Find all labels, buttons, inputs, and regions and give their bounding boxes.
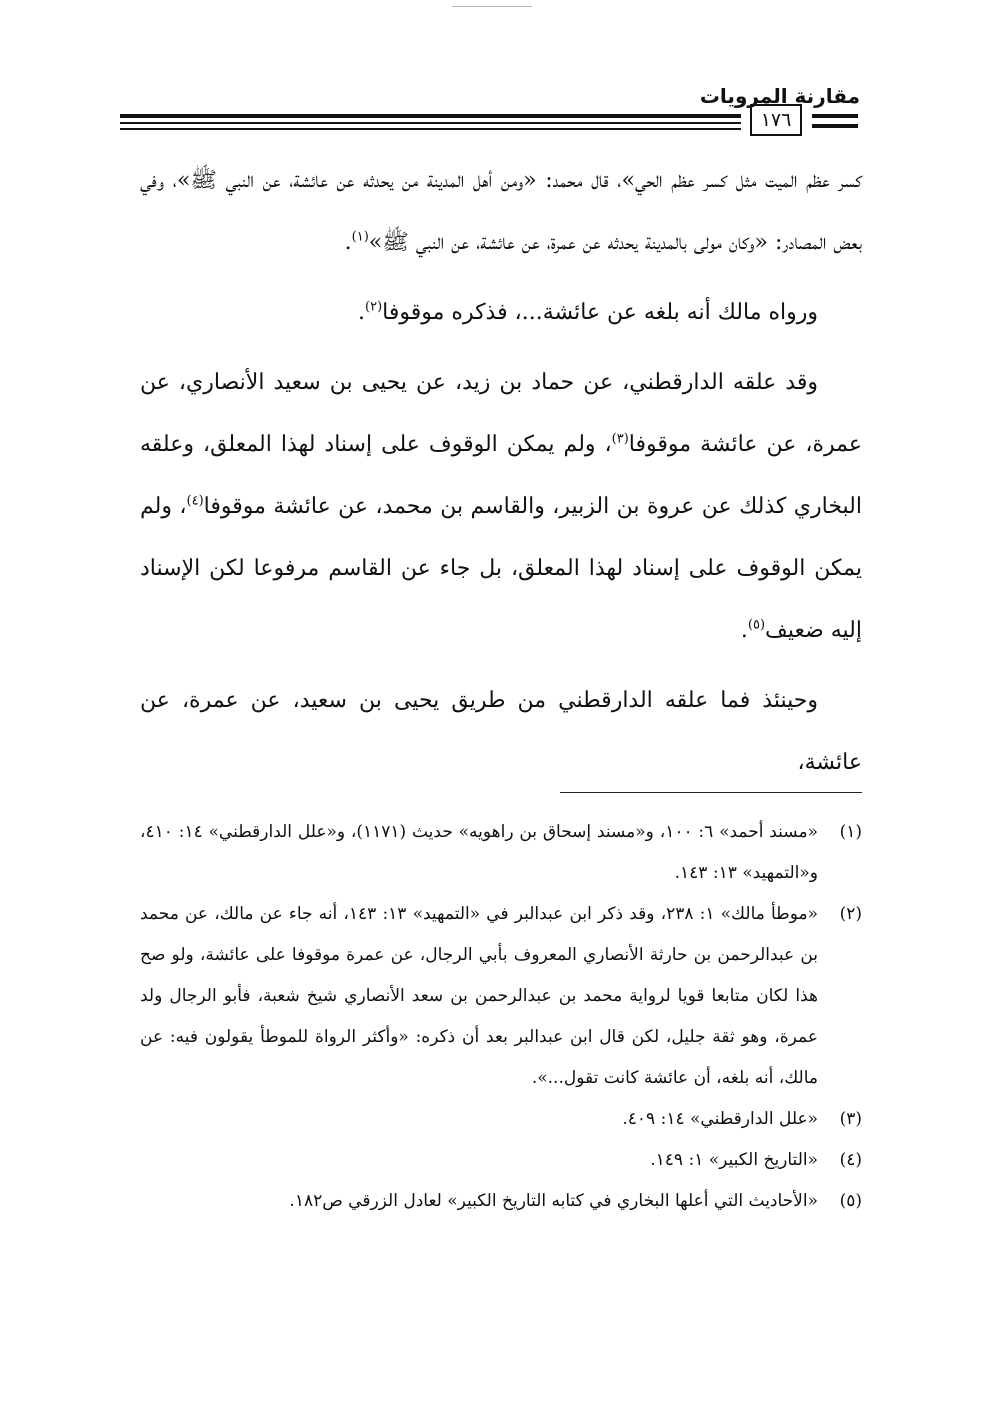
paragraph-2-end: . bbox=[358, 300, 366, 325]
footnote-1 bbox=[140, 812, 862, 894]
paragraph-3-end: . bbox=[740, 618, 748, 643]
footnotes bbox=[140, 812, 862, 1222]
footnote-ref-4[interactable]: (٤) bbox=[186, 493, 204, 509]
footnote-number: (٥) bbox=[839, 1191, 862, 1211]
page-number: ١٧٦ bbox=[750, 104, 802, 136]
footnote-number: (٣) bbox=[839, 1109, 862, 1129]
footnote-number: (٢) bbox=[839, 904, 862, 924]
header-rule-thin-lower bbox=[120, 128, 741, 130]
footnote-4 bbox=[140, 1140, 862, 1181]
paragraph-3-text-c: ، ولم يمكن الوقوف على إسناد لهذا المعلق، بل جاء عن القاسم مرفوعا لكن الإسناد إليه ضعيف bbox=[140, 494, 862, 643]
paragraph-4 bbox=[140, 670, 862, 794]
paragraph-2-text: ورواه مالك أنه بلغه عن عائشة...، فذكره موقوفا bbox=[382, 300, 818, 325]
paragraph-1-text: كسر عظم الميت مثل كسر عظم الحي»، قال محمد: «ومن أهل المدينة من يحدثه عن عائشة، عن النبي ﷺ»، وفي بعض المصادر: «وكان مولى بالمدينة يحدثه عن عمرة، عن عائشة، عن النبي ﷺ» bbox=[140, 168, 862, 255]
header-rule-thin bbox=[120, 122, 741, 124]
footnote-text: «علل الدارقطني» ١٤: ٤٠٩. bbox=[622, 1109, 818, 1129]
footnote-ref-3[interactable]: (٣) bbox=[611, 431, 629, 447]
footnote-ref-5[interactable]: (٥) bbox=[747, 617, 766, 633]
paragraph-2 bbox=[140, 282, 862, 344]
paragraph-3-text-a: وقد علقه الدارقطني، عن حماد بن زيد، عن يحيى بن سعيد الأنصاري، عن عمرة، عن عائشة موقوفا bbox=[140, 370, 862, 457]
footnote-number: (٤) bbox=[839, 1150, 862, 1170]
footnote-separator bbox=[560, 792, 862, 793]
footnote-ref-1[interactable]: (١) bbox=[351, 229, 369, 245]
header-dash-lower bbox=[812, 124, 858, 128]
paragraph-3-text-b: ، ولم يمكن الوقوف على إسناد لهذا المعلق، وعلقه البخاري كذلك عن عروة بن الزبير، والقاسم بن محمد، عن عائشة موقوفا bbox=[140, 432, 863, 519]
paragraph-3 bbox=[140, 352, 862, 662]
paragraph-4-text: وحينئذ فما علقه الدارقطني من طريق يحيى بن سعيد، عن عمرة، عن عائشة، bbox=[140, 688, 862, 775]
footnote-number: (١) bbox=[839, 822, 862, 842]
top-crop-mark bbox=[452, 6, 532, 7]
footnote-ref-2[interactable]: (٢) bbox=[365, 299, 383, 315]
footnote-5 bbox=[140, 1181, 862, 1222]
header-rule-thick bbox=[120, 114, 741, 118]
footnote-text: «موطأ مالك» ١: ٢٣٨، وقد ذكر ابن عبدالبر في «التمهيد» ١٣: ١٤٣، أنه جاء عن مالك، عن محمد بن عبدالرحمن بن حارثة الأنصاري المعروف بأبي الرجال، عن عمرة موقوفا على عائشة، ولو صح هذا لكان متابعا قويا لرواية محمد بن عبدالرحمن بن سعد الأنصاري شيخ شعبة، فأبو الرجال ولد عمرة، وهو ثقة جليل، لكن قال ابن عبدالبر بعد أن ذكره: «وأكثر الرواة للموطأ يقولون فيه: عن مالك، أنه بلغه، أن عائشة كانت تقول...». bbox=[140, 904, 818, 1088]
footnote-3 bbox=[140, 1099, 862, 1140]
footnote-2 bbox=[140, 894, 862, 1099]
paragraph-1-end: . bbox=[344, 230, 352, 255]
running-header bbox=[120, 84, 862, 144]
header-dash-upper bbox=[812, 114, 858, 118]
header-title: مقارنة المرويات bbox=[699, 84, 860, 108]
footnote-text: «الأحاديث التي أعلها البخاري في كتابه التاريخ الكبير» لعادل الزرقي ص١٨٢. bbox=[289, 1191, 818, 1211]
main-text bbox=[140, 150, 862, 794]
footnote-text: «مسند أحمد» ٦: ١٠٠، و«مسند إسحاق بن راهويه» حديث (١١٧١)، و«علل الدارقطني» ١٤: ٤١٠، و«التمهيد» ١٣: ١٤٣. bbox=[140, 822, 818, 883]
footnote-text: «التاريخ الكبير» ١: ١٤٩. bbox=[650, 1150, 818, 1170]
paragraph-1 bbox=[140, 150, 862, 274]
